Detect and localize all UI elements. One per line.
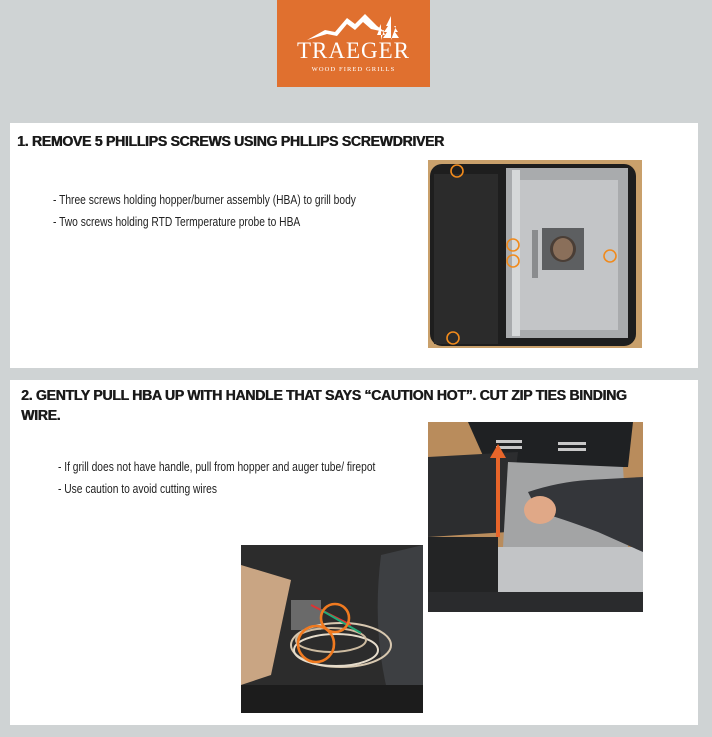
zip-ties-wires-photo: [241, 545, 423, 713]
step-1-bullets: [53, 189, 381, 233]
step-1-bullet-2: - Two screws holding RTD Termperature probe to HBA: [53, 215, 301, 229]
step-1-bullet-1: - Three screws holding hopper/burner assembly (HBA) to grill body: [53, 193, 356, 207]
top-view-grill-screws-photo: [428, 160, 642, 348]
logo-brand: TRAEGER: [296, 38, 411, 63]
logo-tagline: WOOD FIRED GRILLS: [311, 66, 396, 73]
step-2-title: 2. GENTLY PULL HBA UP WITH HANDLE THAT SAYS “CAUTION HOT”. CUT ZIP TIES BINDING WIRE.: [21, 388, 627, 424]
traeger-logo: [277, 0, 430, 87]
step-2-panel: [10, 380, 698, 725]
step-1-title: 1. REMOVE 5 PHILLIPS SCREWS USING PHLLIPS SCREWDRIVER: [17, 134, 444, 150]
step-2-bullets: [58, 456, 402, 500]
pull-hba-up-photo: [428, 422, 643, 612]
step-2-bullet-2: - Use caution to avoid cutting wires: [58, 482, 217, 496]
step-1-panel: [10, 123, 698, 368]
step-2-bullet-1: - If grill does not have handle, pull from hopper and auger tube/ firepot: [58, 460, 376, 474]
